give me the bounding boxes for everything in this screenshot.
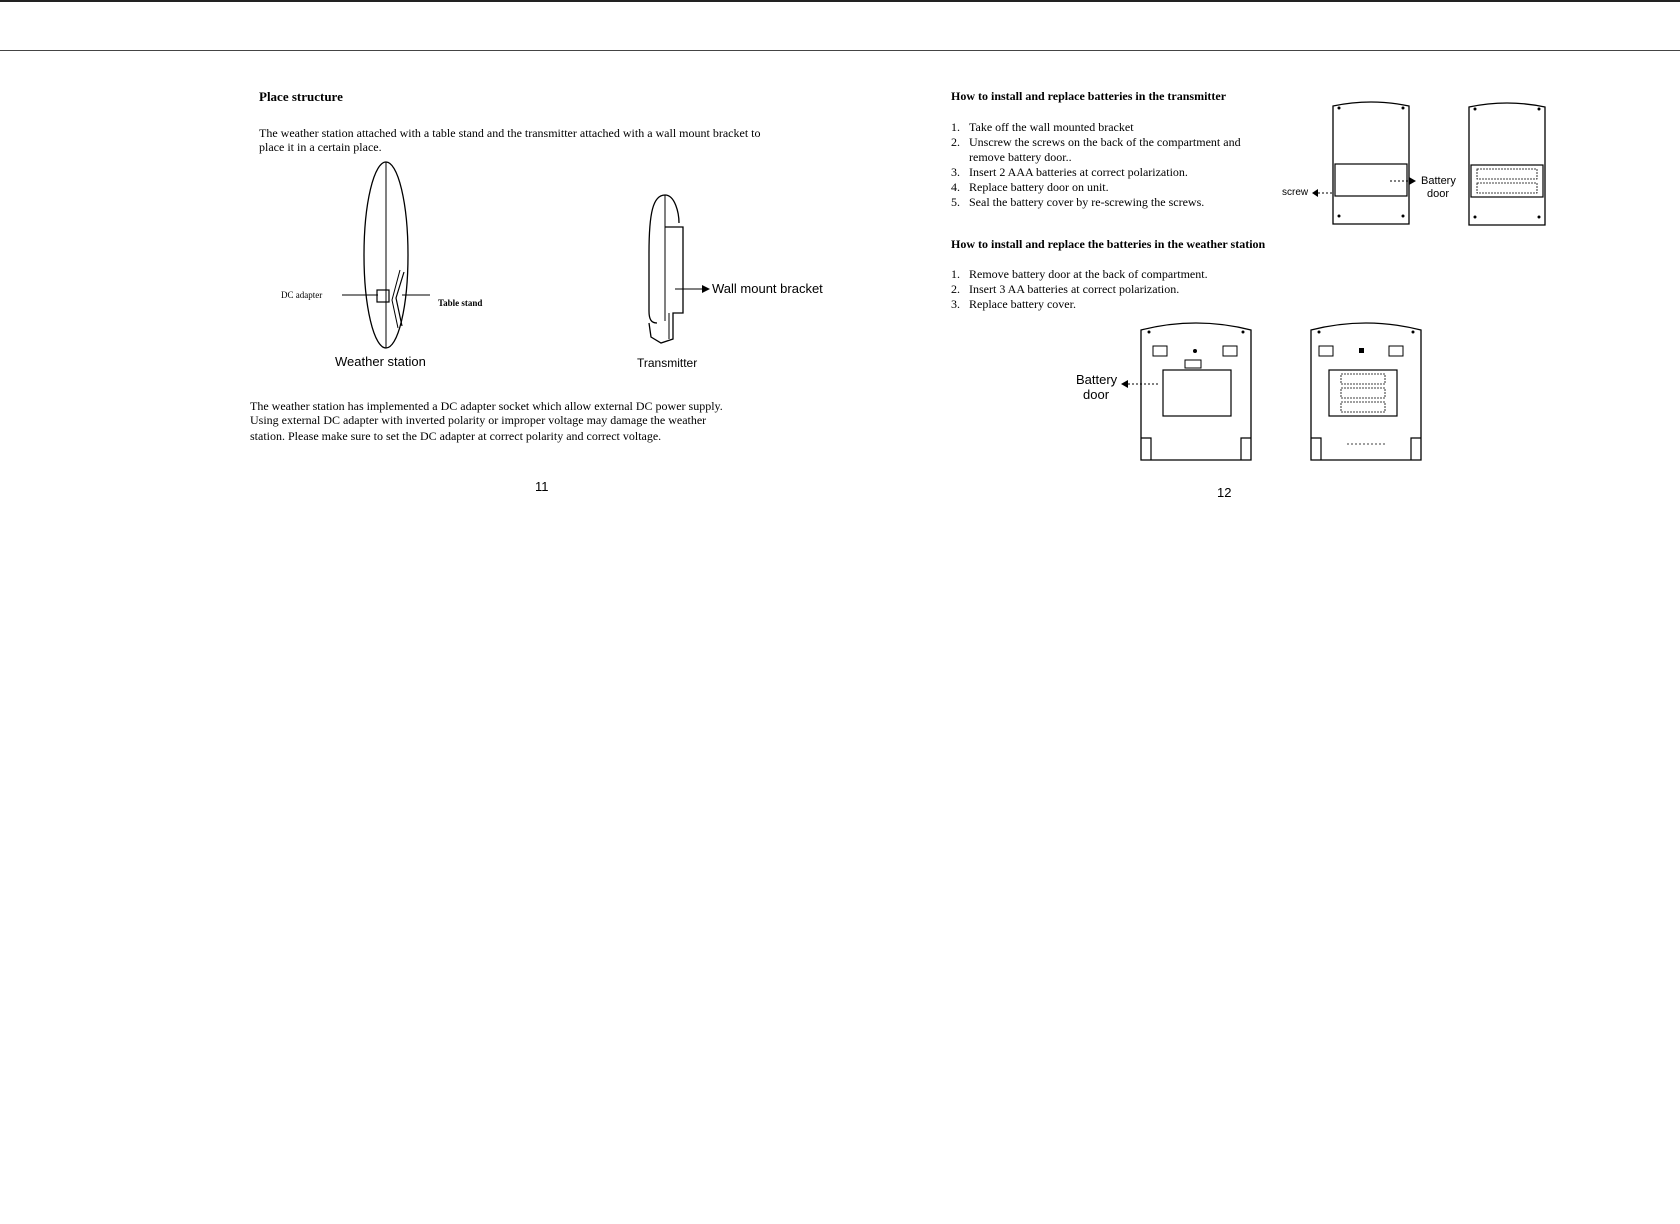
transmitter-battery-label: Battery [1421, 175, 1456, 187]
transmitter-door-label: door [1427, 188, 1450, 200]
station-step: 1. Remove battery door at the back of compartment. [951, 267, 1208, 281]
page-number-left: 11 [535, 479, 549, 494]
weather-station-caption: Weather station [335, 354, 426, 369]
transmitter-caption: Transmitter [637, 356, 698, 370]
transmitter-back-door-closed [1331, 98, 1411, 228]
transmitter-step: 4. Replace battery door on unit. [951, 180, 1109, 194]
station-back-door-open [1307, 318, 1425, 462]
transmitter-screw-arrow [1311, 188, 1335, 198]
station-battery-door-arrow [1120, 379, 1160, 389]
transmitter-back-door-open [1467, 99, 1547, 229]
station-step: 2. Insert 3 AA batteries at correct polarization. [951, 282, 1180, 296]
wall-mount-arrow [673, 283, 711, 295]
station-steps-list [951, 267, 1208, 312]
top-border-rule [0, 0, 1680, 2]
dc-note-line-2: Using external DC adapter with inverted polarity or improper voltage may damage the weather [250, 413, 707, 427]
dc-note-line-1: The weather station has implemented a DC adapter socket which allow external DC power supply. [250, 399, 723, 413]
table-stand-leader-line [400, 290, 432, 300]
transmitter-steps-list [951, 120, 1241, 210]
station-door-label: door [1083, 387, 1110, 402]
dc-adapter-label: DC adapter [281, 290, 323, 300]
transmitter-step: 1. Take off the wall mounted bracket [951, 120, 1134, 134]
transmitter-step: 5. Seal the battery cover by re-screwing the screws. [951, 195, 1205, 209]
station-battery-label: Battery [1076, 372, 1118, 387]
station-step: 3. Replace battery cover. [951, 297, 1076, 311]
wall-mount-bracket-label: Wall mount bracket [712, 281, 823, 296]
transmitter-step: remove battery door.. [969, 150, 1072, 164]
transmitter-battery-heading: How to install and replace batteries in the transmitter [951, 89, 1227, 103]
transmitter-step: 2. Unscrew the screws on the back of the compartment and [951, 135, 1241, 149]
transmitter-battery-door-arrow [1388, 176, 1418, 186]
page-number-right: 12 [1217, 485, 1232, 500]
transmitter-side-illustration [645, 193, 695, 353]
table-stand-label: Table stand [438, 298, 483, 308]
intro-line-2: place it in a certain place. [259, 140, 382, 154]
dc-adapter-leader-line [340, 290, 380, 300]
transmitter-step: 3. Insert 2 AAA batteries at correct polarization. [951, 165, 1188, 179]
dc-note-line-3: station. Please make sure to set the DC adapter at correct polarity and correct voltage. [250, 429, 662, 443]
weather-station-side-illustration [360, 160, 420, 350]
header-divider-rule [0, 50, 1680, 51]
intro-line-1: The weather station attached with a table stand and the transmitter attached with a wall mount bracket to [259, 126, 761, 140]
station-back-door-closed [1137, 318, 1255, 462]
screw-label: screw [1282, 187, 1309, 198]
station-battery-heading: How to install and replace the batteries in the weather station [951, 237, 1266, 251]
place-structure-heading: Place structure [259, 89, 343, 104]
